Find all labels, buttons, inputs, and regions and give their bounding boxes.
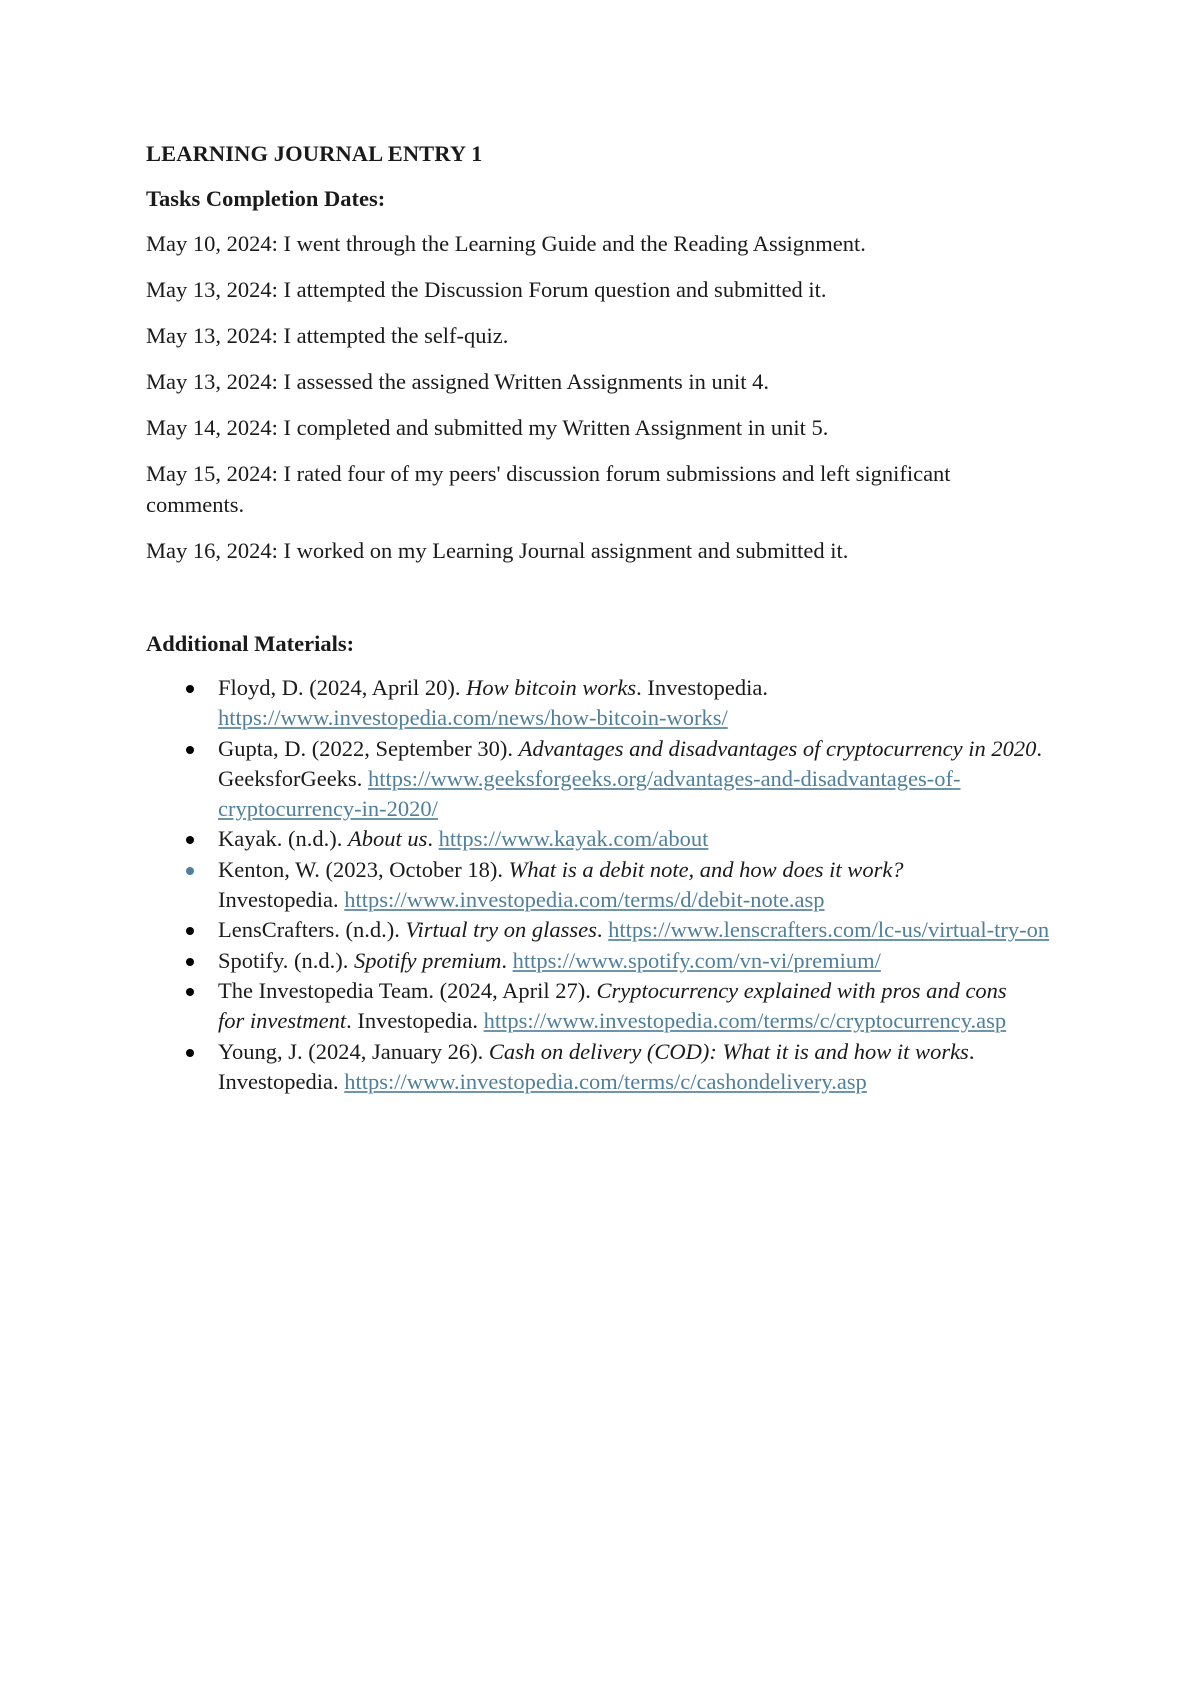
reference-author: LensCrafters. (n.d.). bbox=[218, 917, 406, 943]
reference-publisher: Investopedia. bbox=[218, 1068, 345, 1094]
reference-title: Cash on delivery (COD): What it is and how it works bbox=[488, 1038, 969, 1064]
task-entry: May 13, 2024: I attempted the Discussion Forum question and submitted it. bbox=[146, 277, 827, 302]
reference-publisher: Investopedia. bbox=[641, 675, 768, 700]
reference-item bbox=[146, 946, 1066, 976]
bullet-icon bbox=[186, 836, 194, 844]
reference-title: How bitcoin works bbox=[466, 675, 637, 700]
task-entry: May 15, 2024: I rated four of my peers' discussion forum submissions and left significant comments. bbox=[146, 461, 951, 517]
reference-title-end: . bbox=[427, 826, 433, 852]
reference-publisher: Investopedia. bbox=[351, 1008, 484, 1034]
reference-link[interactable]: https://www.lenscrafters.com/lc-us/virtual-try-on bbox=[608, 917, 1050, 943]
document-title: LEARNING JOURNAL ENTRY 1 bbox=[146, 141, 483, 166]
reference-item bbox=[146, 673, 948, 734]
reference-publisher: Investopedia. bbox=[218, 887, 345, 913]
reference-author: The Investopedia Team. (2024, April 27). bbox=[218, 977, 597, 1003]
task-entry: May 16, 2024: I worked on my Learning Journal assignment and submitted it. bbox=[146, 538, 849, 563]
task-entry: May 13, 2024: I attempted the self-quiz. bbox=[146, 323, 509, 348]
materials-heading: Additional Materials: bbox=[146, 631, 355, 656]
reference-title-end: . bbox=[1036, 735, 1043, 761]
reference-item bbox=[146, 734, 1063, 825]
reference-title: What is a debit note, and how does it work? bbox=[508, 856, 904, 882]
bullet-icon bbox=[186, 988, 194, 996]
reference-author: Kenton, W. (2023, October 18). bbox=[218, 856, 509, 882]
reference-title-end: . bbox=[596, 917, 603, 943]
task-entry: May 14, 2024: I completed and submitted my Written Assignment in unit 5. bbox=[146, 415, 829, 440]
bullet-icon bbox=[186, 927, 194, 935]
reference-item bbox=[146, 976, 1018, 1037]
bullet-icon bbox=[186, 867, 194, 875]
reference-publisher: GeeksforGeeks. bbox=[218, 765, 368, 791]
reference-item bbox=[146, 915, 1063, 945]
reference-link[interactable]: https://www.spotify.com/vn-vi/premium/ bbox=[512, 947, 881, 973]
reference-list bbox=[146, 673, 1066, 1097]
document-page bbox=[146, 138, 1066, 1097]
bullet-icon bbox=[186, 685, 194, 693]
reference-link[interactable]: https://www.investopedia.com/terms/c/cryptocurrency.asp bbox=[483, 1008, 1007, 1034]
reference-title: About us bbox=[347, 826, 428, 852]
reference-title: Virtual try on glasses bbox=[405, 917, 597, 943]
reference-item bbox=[146, 855, 978, 916]
reference-author: Floyd, D. (2024, April 20). bbox=[218, 675, 467, 700]
reference-author: Young, J. (2024, January 26). bbox=[218, 1038, 489, 1064]
reference-title-end: . bbox=[968, 1038, 975, 1064]
reference-author: Gupta, D. (2022, September 30). bbox=[218, 735, 519, 761]
reference-title-end: . bbox=[501, 947, 507, 973]
reference-link[interactable]: https://www.kayak.com/about bbox=[438, 826, 709, 852]
bullet-icon bbox=[186, 746, 194, 754]
reference-link[interactable]: https://www.geeksforgeeks.org/advantages-and-disadvantages-of-cryptocurrency-in-2020/ bbox=[218, 765, 961, 822]
reference-title: Advantages and disadvantages of cryptocurrency in 2020 bbox=[518, 735, 1037, 761]
reference-link[interactable]: https://www.investopedia.com/news/how-bitcoin-works/ bbox=[218, 705, 728, 731]
tasks-heading: Tasks Completion Dates: bbox=[146, 186, 386, 211]
reference-item bbox=[146, 824, 1066, 854]
reference-title: Cryptocurrency explained with pros and cons for investment bbox=[218, 977, 1007, 1034]
bullet-icon bbox=[186, 958, 194, 966]
reference-link[interactable]: https://www.investopedia.com/terms/d/debit-note.asp bbox=[344, 887, 825, 913]
section-spacer bbox=[146, 581, 1066, 628]
task-entry: May 13, 2024: I assessed the assigned Written Assignments in unit 4. bbox=[146, 369, 770, 394]
reference-title: Spotify premium bbox=[354, 947, 502, 973]
task-entry: May 10, 2024: I went through the Learning Guide and the Reading Assignment. bbox=[146, 231, 866, 256]
reference-author: Kayak. (n.d.). bbox=[218, 826, 348, 852]
reference-title-end: . bbox=[636, 675, 642, 700]
reference-link[interactable]: https://www.investopedia.com/terms/c/cashondelivery.asp bbox=[344, 1068, 867, 1094]
bullet-icon bbox=[186, 1049, 194, 1057]
reference-author: Spotify. (n.d.). bbox=[218, 947, 355, 973]
reference-title-end: . bbox=[346, 1008, 352, 1034]
reference-item bbox=[146, 1037, 1063, 1098]
